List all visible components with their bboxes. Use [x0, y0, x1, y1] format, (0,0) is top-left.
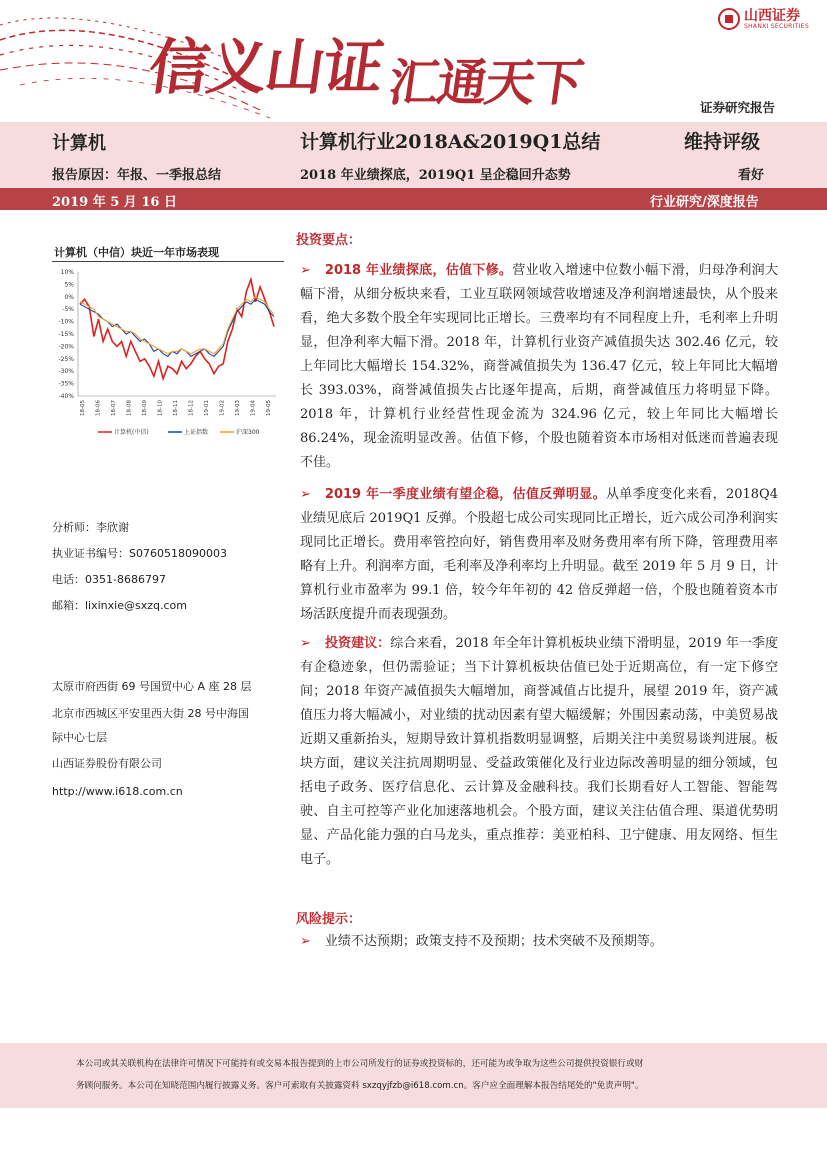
p2-heading: 2019 年一季度业绩有望企稳，估值反弹明显。	[324, 487, 606, 502]
sector-name: 计算机	[52, 133, 106, 154]
disclaimer-line-1: 本公司或其关联机构在法律许可情况下可能持有或交易本报告提到的上市公司所发行的证券或投资标的，还可能为或争取为这些公司提供投资银行或财	[76, 1059, 644, 1069]
y-tick-label: -40%	[58, 393, 74, 400]
report-reason: 报告原因：年报、一季报总结	[52, 168, 222, 183]
report-title: 计算机行业2018A&2019Q1总结	[300, 131, 601, 153]
y-tick-label: -5%	[62, 306, 74, 314]
y-tick-label: -35%	[58, 380, 74, 388]
report-subtitle: 2018 年业绩探底，2019Q1 呈企稳回升态势	[300, 168, 571, 183]
logo-cn-text: 山西证券	[744, 7, 800, 24]
legend-label: 计算机(中信)	[114, 429, 149, 436]
address-beijing-cont: 际中心七层	[52, 731, 107, 744]
y-tick-label: -25%	[58, 355, 74, 363]
highlight-paragraph-2	[300, 483, 778, 627]
p1-heading: 2018 年业绩探底，估值下修。	[324, 263, 513, 278]
legend-label: 上证指数	[184, 429, 209, 436]
risk-text: 业绩不达预期；政策支持不及预期；技术突破不及预期等。	[324, 934, 663, 949]
x-tick-label: 18-12	[188, 400, 195, 416]
series-line	[80, 297, 274, 354]
x-tick-label: 18-07	[111, 400, 117, 416]
chart-title: 计算机（中信）块近一年市场表现	[54, 246, 219, 259]
highlight-paragraph-3	[300, 632, 778, 872]
cert-number: 执业证书编号：S0760518090003	[52, 547, 227, 560]
y-tick-label: -10%	[58, 318, 74, 326]
bullet-arrow-icon: ➢	[300, 934, 311, 949]
bullet-arrow-icon: ➢	[300, 636, 311, 651]
bullet-arrow-icon: ➢	[300, 263, 311, 278]
disclaimer-line-2: 务顾问服务。本公司在知晓范围内履行披露义务。客户可索取有关披露资料 sxzqyjfzb@i618.com.cn。客户应全面理解本报告结尾处的"免责声明"。	[76, 1081, 644, 1091]
p2-body: 从单季度变化来看，2018Q4 业绩见底后 2019Q1 反弹。个股超七成公司实现同比正增长，近六成公司净利润实现同比正增长。费用率管控向好，销售费用率及财务费用率有所下降，管理费用率略有上升。利润率方面，毛利率及净利率均上升明显。截至 2019 年 5 月 9 日，计算机行业市盈率为 99.1 倍，较今年年初的 42 倍反弹超一倍，个股也随着资本市场活跃度提升而表现强劲。	[300, 487, 778, 622]
y-tick-label: 10%	[60, 269, 74, 276]
slogan: 信义山证$_{汇通天下}$	[144, 33, 586, 112]
x-tick-label: 18-10	[157, 400, 164, 416]
rating-value: 看好	[738, 168, 765, 183]
risk-heading: 风险提示：	[296, 912, 362, 927]
company-name: 山西证券股份有限公司	[52, 757, 162, 770]
address-beijing: 北京市西城区平安里西大街 28 号中海国	[52, 707, 249, 720]
x-tick-label: 19-03	[235, 400, 241, 416]
bullet-arrow-icon: ➢	[300, 487, 311, 502]
x-tick-label: 18-11	[173, 400, 179, 416]
p1-body: 营业收入增速中位数小幅下滑，归母净利润大幅下滑，从细分板块来看，工业互联网领域营收增速及净利润增速最快，从个股来看，绝大多数个股全年实现同比正增长。三费率均有不同程度上升，毛利率上升明显，但净利率大幅下滑。2018 年，计算机行业资产减值损失达 302.46 亿元，较上年同比大幅增长 154.32%，商誉减值损失为 136.47 亿元，较上年同比大幅增长 393.03%，商誉减值损失占比逐年提高，后期，商誉减值压力将明显下降。2018 年，计算机行业经营性现金流为 324.96 亿元，较上年同比大幅增长 86.24%，现金流明显改善。估值下修，个股也随着资本市场相对低迷而普遍表现不佳。	[300, 263, 778, 470]
logo-icon	[718, 8, 740, 30]
x-tick-label: 18-08	[126, 400, 133, 416]
x-tick-label: 18-06	[95, 400, 102, 416]
analyst-name: 分析师：李欣谢	[52, 521, 129, 534]
x-tick-label: 18-09	[142, 400, 148, 416]
header-banner	[0, 0, 827, 122]
y-tick-label: -20%	[58, 343, 74, 351]
company-logo	[718, 8, 809, 30]
report-date: 2019 年 5 月 16 日	[52, 195, 177, 210]
phone: 电话：0351-8686797	[52, 573, 166, 586]
x-tick-label: 19-05	[266, 400, 272, 416]
disclaimer	[76, 1053, 776, 1097]
company-url[interactable]: http://www.i618.com.cn	[52, 785, 183, 798]
y-tick-label: -30%	[58, 368, 74, 376]
risk-item	[300, 932, 663, 952]
series-line	[80, 299, 274, 356]
p3-body: 综合来看，2018 年全年计算机板块业绩下滑明显，2019 年一季度有企稳迹象，但仍需验证；当下计算机板块估值已处于近期高位，有一定下修空间；2018 年资产减值损失大幅增加，商誉减值占比提升，展望 2019 年，资产减值压力将大幅减小，对业绩的扰动因素有望大幅缓解；外围因素动荡，中美贸易战近期又重新抬头，短期导致计算机指数明显调整，后期关注中美贸易谈判进展。板块方面，建议关注抗周期明显、受益政策催化及行业边际改善明显的细分领域，包括电子政务、医疗信息化、云计算及金融科技。我们长期看好人工智能、智能驾驶、自主可控等产业化加速落地机会。个股方面，建议关注估值合理、渠道优势明显、产品化能力强的白马龙头，重点推荐：美亚柏科、卫宁健康、用友网络、恒生电子。	[300, 636, 778, 867]
x-tick-label: 19-04	[250, 400, 257, 416]
logo-en-text: SHANXI SECURITIES	[744, 22, 809, 30]
x-tick-label: 18-05	[80, 400, 86, 416]
market-performance-chart	[50, 264, 286, 444]
p3-heading: 投资建议：	[324, 636, 391, 651]
x-tick-label: 19-02	[219, 400, 226, 416]
chart-title-rule	[52, 261, 284, 262]
y-tick-label: 5%	[64, 281, 74, 289]
rating-label: 维持评级	[684, 131, 761, 153]
y-tick-label: -15%	[58, 331, 74, 338]
report-type: 证券研究报告	[700, 100, 776, 115]
x-tick-label: 19-01	[204, 400, 210, 416]
report-category: 行业研究/深度报告	[650, 195, 759, 210]
address-taiyuan: 太原市府西街 69 号国贸中心 A 座 28 层	[52, 680, 252, 693]
legend-label: 沪深300	[236, 429, 260, 436]
y-tick-label: 0%	[64, 293, 74, 301]
series-line	[80, 279, 274, 378]
highlight-paragraph-1	[300, 259, 778, 475]
email: 邮箱：lixinxie@sxzq.com	[52, 599, 187, 612]
investment-highlights-heading: 投资要点：	[296, 233, 362, 248]
